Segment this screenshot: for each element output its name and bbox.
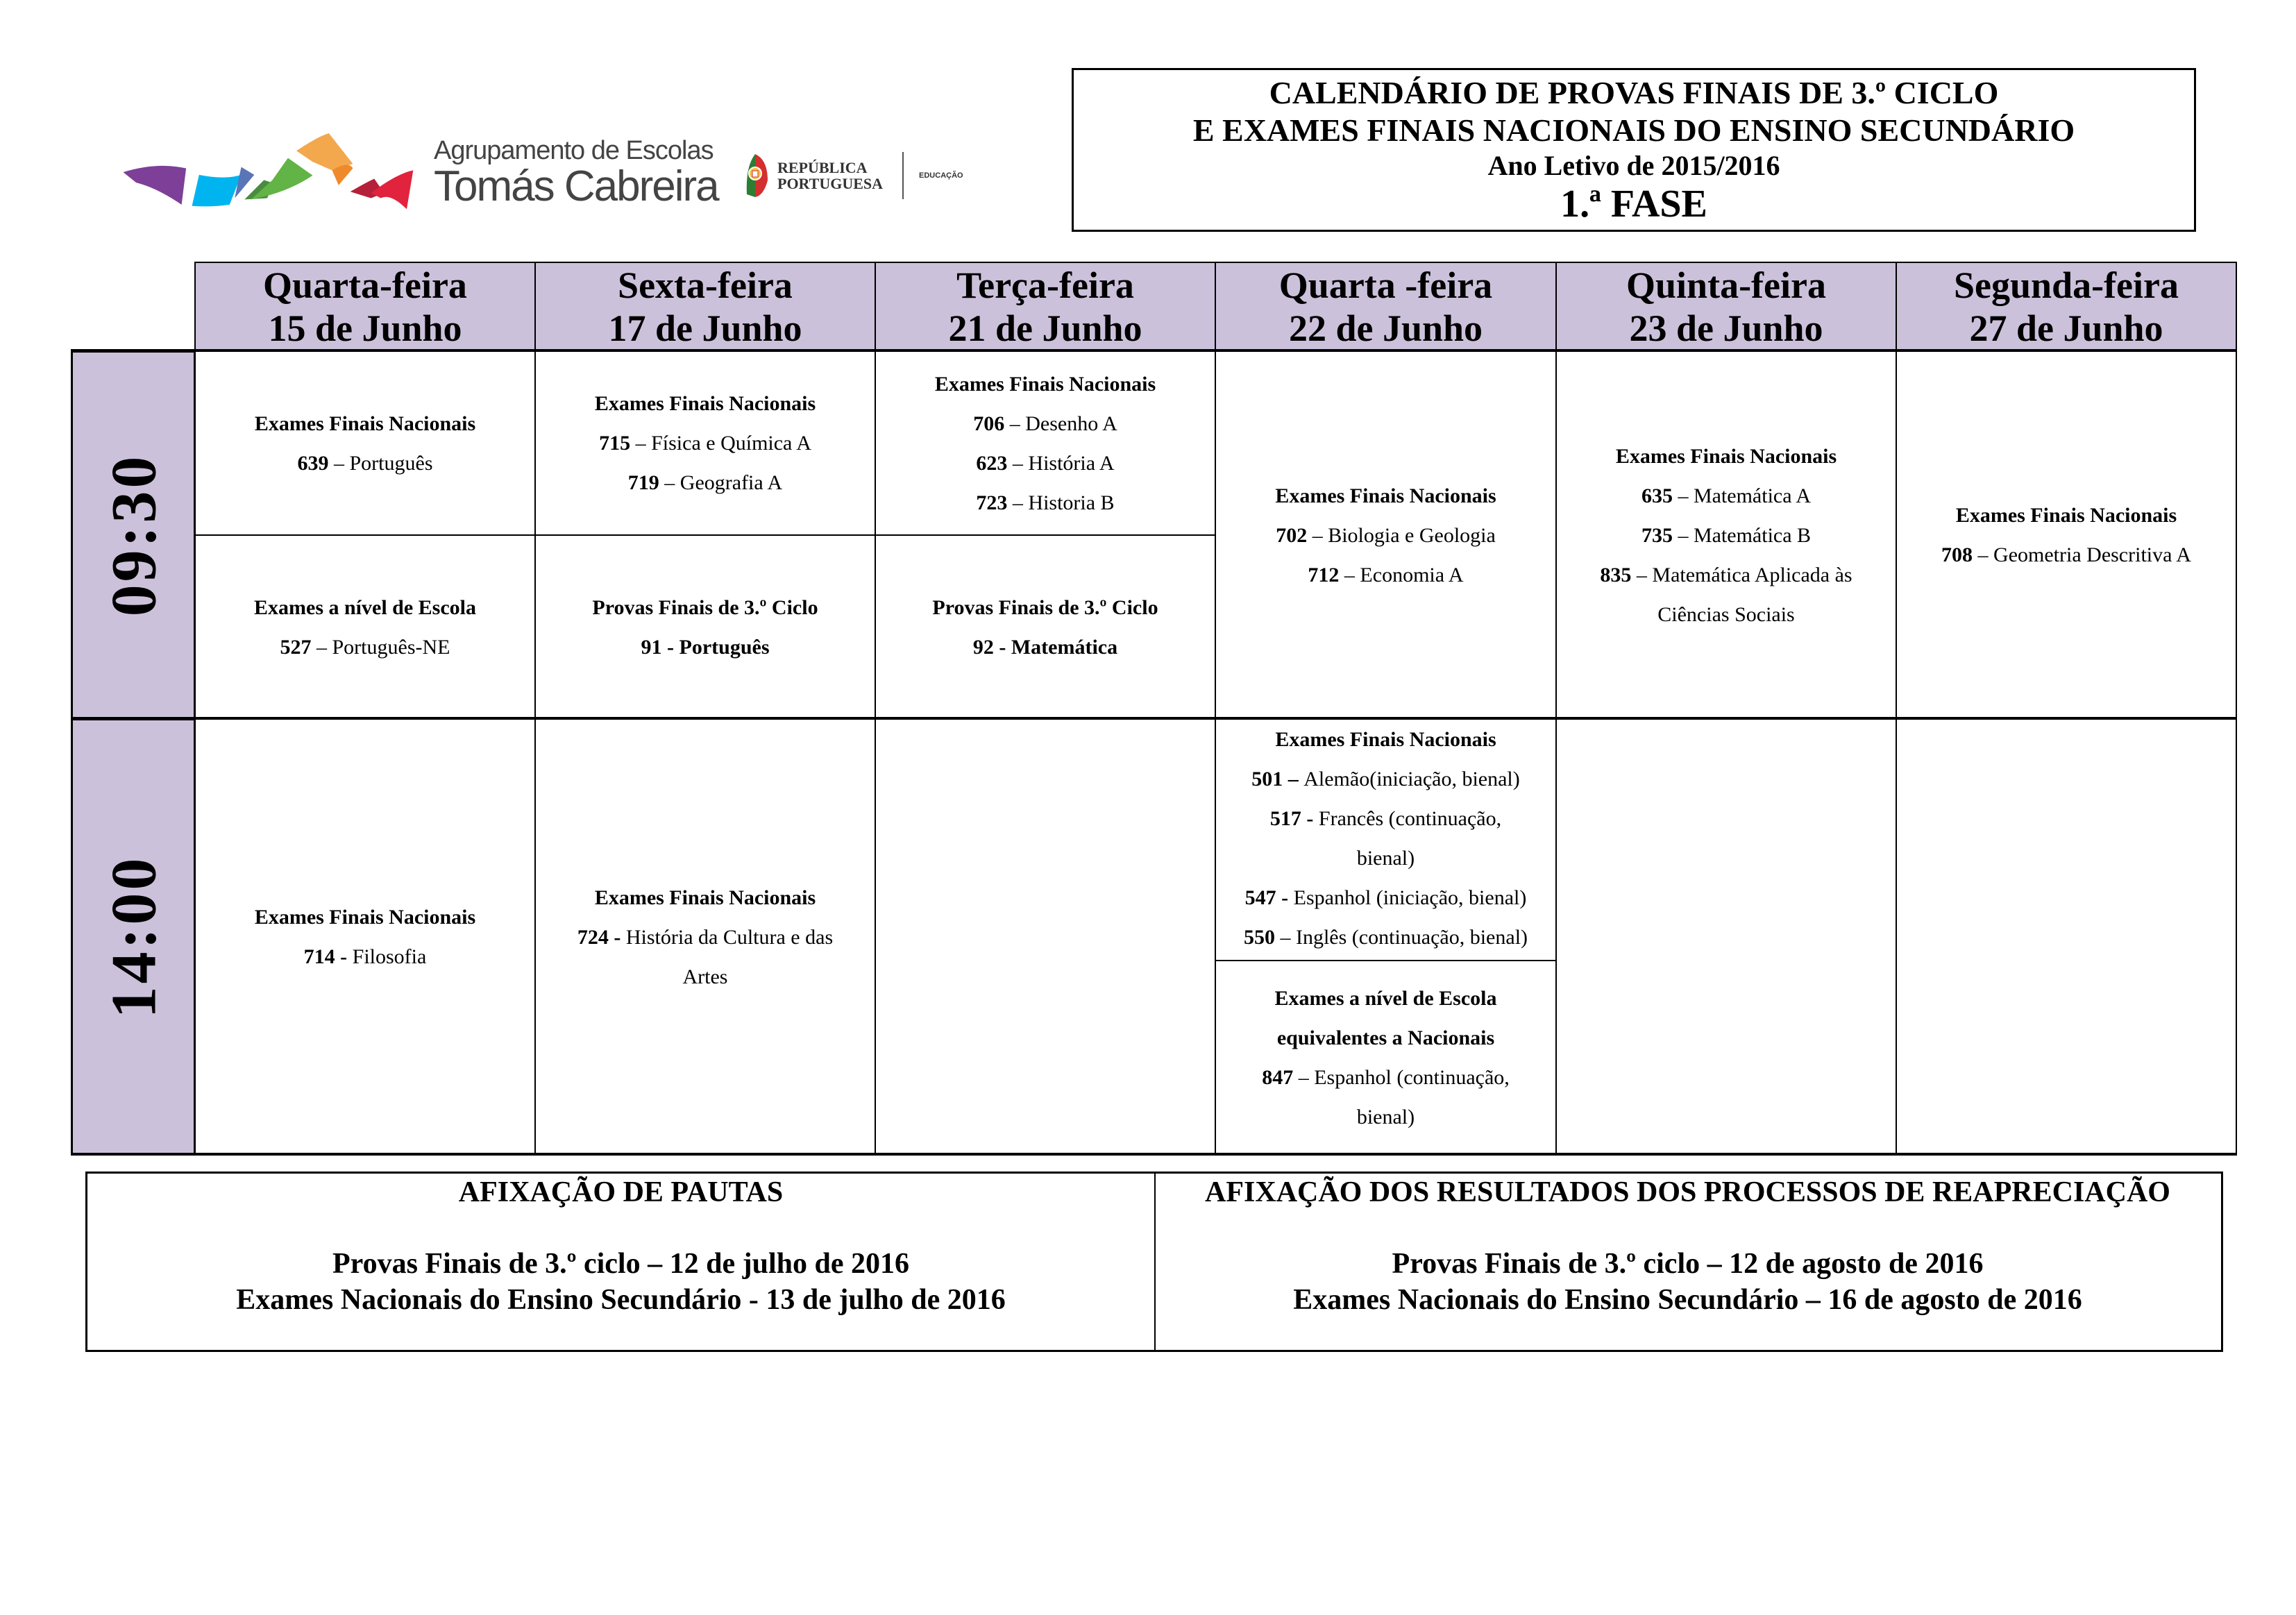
- exam-separator: –: [1293, 1066, 1315, 1089]
- exam-subject: Matemática B: [1693, 523, 1812, 547]
- day-date: 21 de Junho: [948, 307, 1142, 349]
- portugal-emblem-icon: [743, 153, 770, 198]
- exam-item: [976, 443, 1114, 483]
- exam-code: 724: [577, 925, 609, 949]
- exam-separator: –: [1007, 491, 1029, 514]
- exam-code: 547: [1244, 886, 1276, 909]
- grades-posting-title: AFIXAÇÃO DE PAUTAS: [458, 1176, 784, 1208]
- exam-subject: Alemão(iniciação, bienal): [1303, 768, 1520, 790]
- day-header: [875, 262, 1216, 352]
- school-flags-logo-icon: [118, 125, 416, 222]
- exam-subject: Português: [679, 635, 770, 659]
- exam-cell: [534, 718, 876, 1156]
- exam-separator: –: [1672, 484, 1694, 507]
- exam-subject: Matemática: [1011, 635, 1118, 659]
- exam-subject: Física e Química A: [651, 432, 811, 455]
- exam-item: [976, 483, 1114, 523]
- day-header: [1896, 262, 2237, 352]
- exam-heading: Exames Finais Nacionais: [1955, 504, 2177, 527]
- exam-separator: -: [1276, 886, 1294, 909]
- exam-heading: Provas Finais de 3.º Ciclo: [592, 595, 818, 619]
- exam-cell: [194, 534, 536, 720]
- exam-item: [1585, 555, 1868, 634]
- exam-code: 501: [1251, 768, 1283, 790]
- exam-code: 708: [1941, 543, 1973, 566]
- day-header: [194, 262, 536, 352]
- exam-cell: [194, 718, 536, 1156]
- day-date: 17 de Junho: [608, 307, 802, 349]
- day-weekday: Segunda-feira: [1954, 264, 2179, 306]
- school-year: Ano Letivo de 2015/2016: [1487, 150, 1780, 181]
- republic-line1: REPÚBLICA: [777, 158, 868, 176]
- exam-subject: Geografia A: [679, 471, 783, 494]
- exam-heading: Exames Finais Nacionais: [934, 372, 1156, 396]
- exam-separator: –: [630, 432, 652, 455]
- exam-item: [557, 918, 854, 997]
- exam-heading: Exames Finais Nacionais: [1275, 484, 1496, 507]
- exam-cell: [875, 350, 1216, 536]
- school-name-line2: Tomás Cabreira: [434, 162, 718, 210]
- day-weekday: Sexta-feira: [618, 264, 793, 306]
- exam-item: [599, 423, 811, 463]
- exam-item: [280, 627, 450, 667]
- exam-item: [1251, 759, 1520, 799]
- exam-separator: –: [1307, 523, 1328, 547]
- exam-subject: Historia B: [1028, 491, 1115, 514]
- exam-item: [641, 627, 770, 667]
- exam-subject: História A: [1028, 451, 1115, 475]
- row-divider: [71, 717, 2237, 720]
- day-date: 22 de Junho: [1288, 307, 1483, 349]
- exam-item: [973, 404, 1117, 443]
- republic-text: [777, 160, 883, 192]
- exam-item: [973, 627, 1117, 667]
- exam-heading: Exames a nível de Escola: [254, 595, 476, 619]
- school-name: [434, 137, 718, 208]
- exam-cell: [875, 534, 1216, 720]
- exam-subject: Espanhol (iniciação, bienal): [1293, 886, 1527, 909]
- exam-subject: Matemática A: [1693, 484, 1812, 507]
- exam-heading: Provas Finais de 3.º Ciclo: [932, 595, 1158, 619]
- exam-subject: Geometria Descritiva A: [1993, 543, 2191, 566]
- exam-subject: Biologia e Geologia: [1328, 523, 1496, 547]
- time-label: 09:30: [98, 453, 169, 617]
- exam-subject: Espanhol (continuação, bienal): [1314, 1066, 1510, 1128]
- exam-separator: –: [1283, 768, 1304, 790]
- exam-subject: Português-NE: [332, 635, 450, 659]
- exam-separator: –: [659, 471, 680, 494]
- day-header: [1215, 262, 1557, 352]
- day-weekday: Terça-feira: [956, 264, 1134, 306]
- exam-separator: –: [1631, 563, 1653, 586]
- exam-item: [628, 463, 782, 502]
- exam-cell: [1555, 350, 1897, 720]
- day-header: [534, 262, 876, 352]
- grades-posting-section: [87, 1174, 1156, 1350]
- exam-heading: Exames Finais Nacionais: [254, 412, 476, 435]
- results-posting-box: [85, 1172, 2223, 1352]
- reappraisal-results-title: AFIXAÇÃO DOS RESULTADOS DOS PROCESSOS DE REAPRECIAÇÃO: [1205, 1176, 2170, 1208]
- republic-line2: PORTUGUESA: [777, 175, 884, 192]
- day-date: 23 de Junho: [1629, 307, 1823, 349]
- exam-item: [1276, 516, 1496, 555]
- day-header: [1555, 262, 1897, 352]
- logo-divider: [902, 152, 904, 199]
- day-weekday: Quarta -feira: [1278, 264, 1493, 306]
- exam-cell-empty: [1555, 718, 1897, 1156]
- exam-code: 723: [976, 491, 1008, 514]
- exam-item: [298, 443, 433, 483]
- exam-code: 715: [599, 432, 631, 455]
- time-label: 14:00: [98, 855, 169, 1019]
- exam-subject: Matemática Aplicada às Ciências Sociais: [1652, 563, 1852, 626]
- exam-cell-empty: [875, 718, 1216, 1156]
- reappraisal-results-section: [1154, 1174, 2221, 1350]
- exam-code: 735: [1641, 523, 1673, 547]
- exam-separator: -: [661, 635, 679, 659]
- exam-cell-empty: [1896, 718, 2237, 1156]
- exam-separator: –: [1004, 412, 1026, 435]
- exam-heading: Exames Finais Nacionais: [1275, 728, 1496, 751]
- exam-separator: –: [1274, 926, 1296, 949]
- exam-item: [1258, 1058, 1514, 1137]
- row-divider: [71, 349, 2237, 352]
- exam-code: 712: [1308, 563, 1340, 586]
- exam-heading: Exames Finais Nacionais: [1615, 444, 1837, 468]
- exam-code: 623: [976, 451, 1008, 475]
- exam-separator: -: [993, 635, 1011, 659]
- day-date: 15 de Junho: [268, 307, 462, 349]
- exam-heading: Exames Finais Nacionais: [594, 886, 816, 909]
- exam-cell: [194, 350, 536, 536]
- day-weekday: Quarta-feira: [263, 264, 467, 306]
- exam-item: [1223, 799, 1548, 878]
- title-line1: CALENDÁRIO DE PROVAS FINAIS DE 3.º CICLO: [1269, 75, 1999, 110]
- time-slot-afternoon: [71, 718, 196, 1156]
- title-line2: E EXAMES FINAIS NACIONAIS DO ENSINO SECUNDÁRIO: [1192, 112, 2075, 148]
- exam-item: [1245, 878, 1527, 918]
- exam-code: 517: [1269, 807, 1301, 830]
- reappraisal-results-line1: Provas Finais de 3.º ciclo – 12 de agosto de 2016: [1392, 1248, 1984, 1280]
- exam-item: [304, 937, 427, 976]
- exam-cell: [534, 350, 876, 536]
- exam-code: 702: [1276, 523, 1308, 547]
- grades-posting-line1: Provas Finais de 3.º ciclo – 12 de julho de 2016: [332, 1248, 909, 1280]
- exam-item: [1641, 476, 1811, 516]
- exam-separator: –: [1973, 543, 1994, 566]
- exam-separator: –: [328, 451, 350, 475]
- exam-subject: Inglês (continuação, bienal): [1295, 926, 1528, 949]
- republic-logo: [743, 151, 963, 200]
- exam-item: [1641, 516, 1811, 555]
- exam-code: 639: [297, 451, 329, 475]
- reappraisal-results-line2: Exames Nacionais do Ensino Secundário – 16 de agosto de 2016: [1293, 1284, 2082, 1316]
- exam-code: 719: [627, 471, 659, 494]
- exam-separator: –: [311, 635, 332, 659]
- exam-subject: Francês (continuação, bienal): [1318, 807, 1502, 870]
- day-weekday: Quinta-feira: [1626, 264, 1826, 306]
- exam-cell: [534, 534, 876, 720]
- row-divider: [71, 1153, 2237, 1156]
- exam-code: 92: [972, 635, 994, 659]
- exam-subject: Economia A: [1360, 563, 1464, 586]
- exam-separator: -: [608, 925, 626, 949]
- exam-code: 635: [1641, 484, 1673, 507]
- ministry-label: EDUCAÇÃO: [919, 171, 963, 180]
- exam-code: 91: [641, 635, 662, 659]
- time-slot-morning: [71, 350, 196, 720]
- exam-code: 706: [973, 412, 1005, 435]
- exam-subject: Filosofia: [352, 945, 427, 968]
- exam-separator: –: [1672, 523, 1694, 547]
- document-title-box: [1072, 68, 2196, 232]
- exam-item: [1941, 535, 2191, 575]
- exam-cell: [1215, 718, 1557, 961]
- exam-heading: Exames Finais Nacionais: [594, 392, 816, 415]
- exam-code: 550: [1243, 926, 1275, 949]
- exam-cell: [1896, 350, 2237, 720]
- exam-cell: [1215, 350, 1557, 720]
- exam-separator: –: [1007, 451, 1029, 475]
- exam-code: 527: [280, 635, 312, 659]
- exam-separator: -: [1301, 807, 1319, 830]
- school-logo: [118, 125, 993, 222]
- exam-code: 714: [303, 945, 335, 968]
- exam-item: [1308, 555, 1463, 595]
- exam-subject: Desenho A: [1025, 412, 1117, 435]
- exam-heading: Exames Finais Nacionais: [254, 906, 476, 929]
- exam-separator: –: [1339, 563, 1360, 586]
- exam-code: 847: [1262, 1066, 1294, 1089]
- exam-subject: Português: [349, 451, 433, 475]
- exam-heading: Exames a nível de Escola equivalentes a Nacionais: [1274, 987, 1497, 1049]
- phase-label: 1.ª FASE: [1560, 183, 1707, 226]
- day-date: 27 de Junho: [1969, 307, 2163, 349]
- school-name-line1: Agrupamento de Escolas: [434, 136, 714, 165]
- grades-posting-line2: Exames Nacionais do Ensino Secundário - 13 de julho de 2016: [236, 1284, 1006, 1316]
- exam-subject: História da Cultura e das Artes: [625, 925, 834, 988]
- exam-item: [1244, 918, 1528, 957]
- exam-code: 835: [1600, 563, 1632, 586]
- exam-separator: -: [335, 945, 353, 968]
- exam-cell: [1215, 960, 1557, 1156]
